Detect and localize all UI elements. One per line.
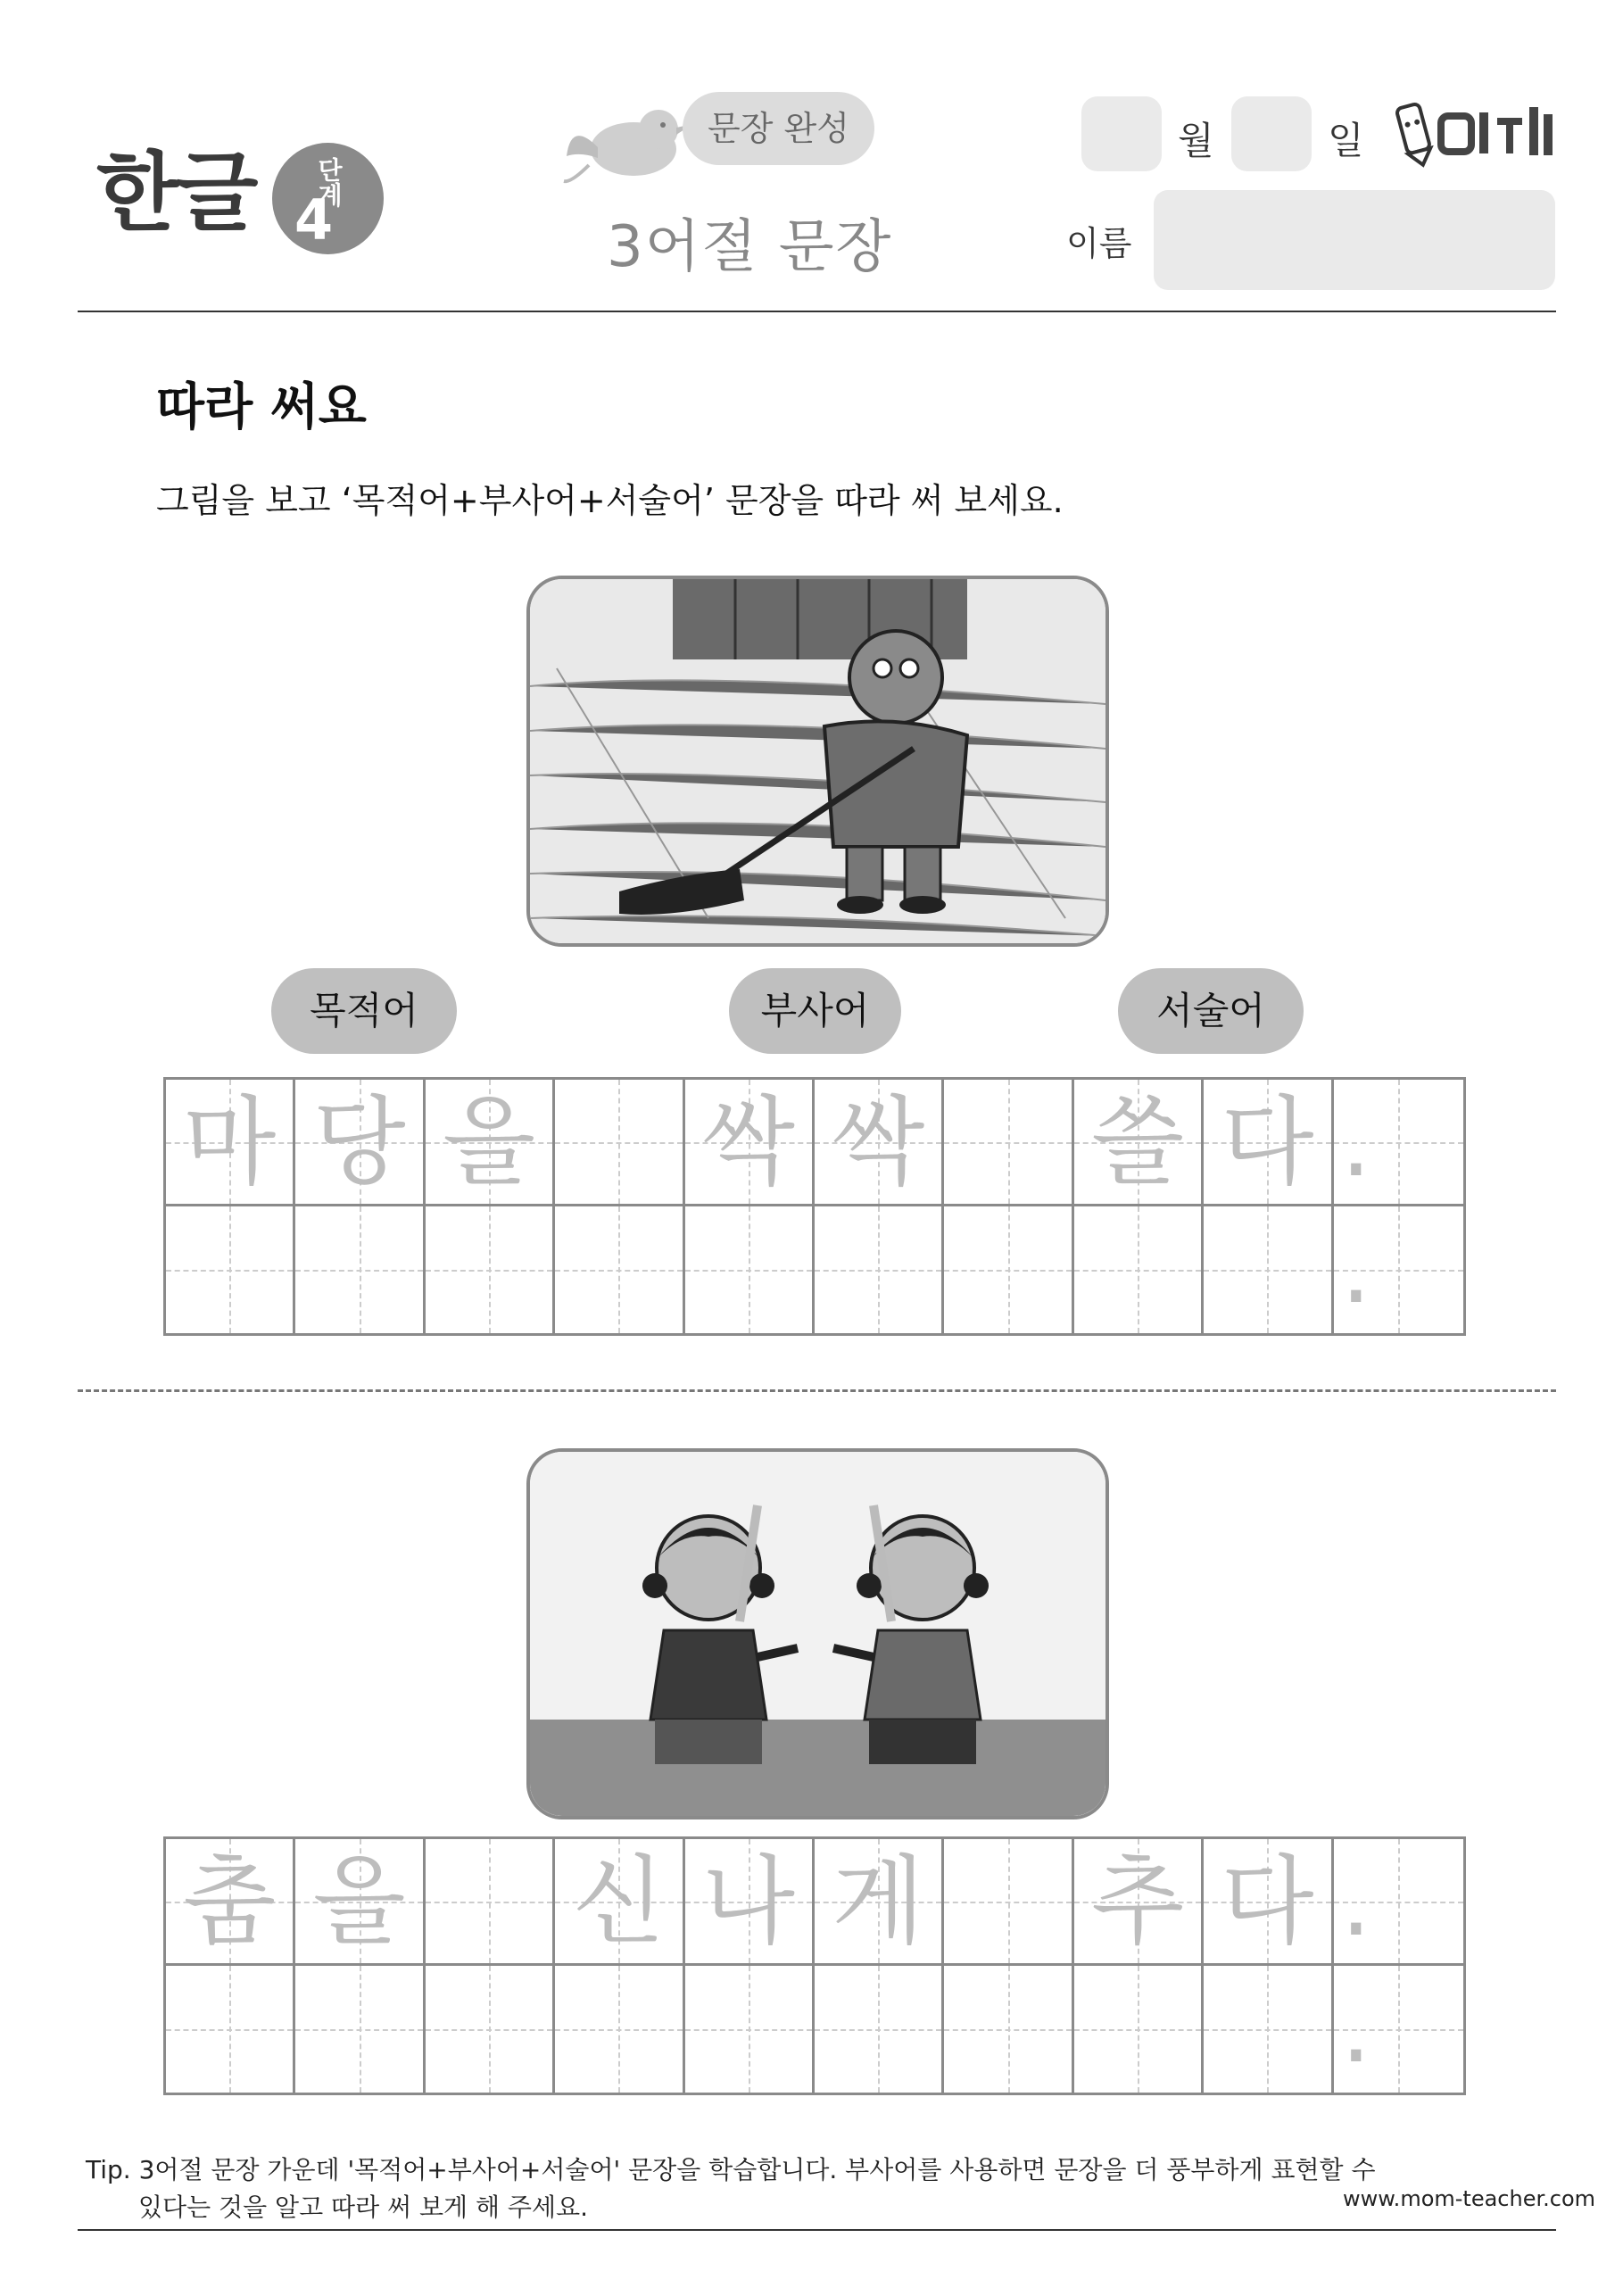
trace-cell bbox=[295, 1080, 425, 1206]
trace-character: . bbox=[1340, 1087, 1371, 1198]
writing-grid-1 bbox=[163, 1077, 1466, 1336]
category-object-badge: 목적어 bbox=[271, 968, 457, 1054]
write-cell[interactable] bbox=[815, 1966, 944, 2093]
brand-logo-icon bbox=[1392, 96, 1561, 168]
girls-dancing-illustration bbox=[526, 1448, 1109, 1819]
trace-cell bbox=[944, 1080, 1073, 1206]
trace-cell bbox=[1204, 1080, 1333, 1206]
trace-cell bbox=[555, 1839, 684, 1966]
trace-character: 게 bbox=[832, 1846, 925, 1958]
write-cell[interactable] bbox=[815, 1206, 944, 1333]
write-cell[interactable] bbox=[1334, 1966, 1463, 2093]
write-cell[interactable] bbox=[1074, 1966, 1204, 2093]
day-field[interactable] bbox=[1231, 96, 1312, 171]
day-label: 일 bbox=[1328, 119, 1364, 162]
topic-badge: 문장 완성 bbox=[683, 92, 874, 165]
write-cell[interactable] bbox=[426, 1966, 555, 2093]
write-cell[interactable] bbox=[166, 1966, 295, 2093]
month-label: 월 bbox=[1178, 119, 1214, 162]
trace-cell bbox=[1074, 1839, 1204, 1966]
trace-cell bbox=[1204, 1839, 1333, 1966]
trace-cell bbox=[166, 1839, 295, 1966]
tip-text-line1: Tip. 3어절 문장 가운데 '목적어+부사어+서술어' 문장을 학습합니다. 부사어를 사용하면 문장을 더 풍부하게 표현할 수 bbox=[86, 2155, 1376, 2184]
write-cell[interactable] bbox=[426, 1206, 555, 1333]
write-cell[interactable] bbox=[685, 1206, 815, 1333]
write-cell[interactable] bbox=[944, 1206, 1073, 1333]
write-cell[interactable] bbox=[1334, 1206, 1463, 1333]
writing-grid-2 bbox=[163, 1836, 1466, 2095]
tip-text-line2: 있다는 것을 알고 따라 써 보게 해 주세요. bbox=[138, 2192, 588, 2222]
trace-cell bbox=[555, 1080, 684, 1206]
trace-character: 신 bbox=[572, 1846, 666, 1958]
trace-character: . bbox=[1340, 1214, 1371, 1325]
bird-icon bbox=[562, 103, 696, 187]
trace-character: 을 bbox=[442, 1087, 536, 1198]
trace-character: 다 bbox=[1221, 1846, 1314, 1958]
category-adverbial-badge: 부사어 bbox=[729, 968, 901, 1054]
section-divider bbox=[78, 1389, 1556, 1392]
instruction-text: 그림을 보고 ‘목적어+부사어+서술어’ 문장을 따라 써 보세요. bbox=[156, 481, 1064, 520]
trace-cell bbox=[815, 1839, 944, 1966]
write-cell[interactable] bbox=[555, 1966, 684, 2093]
trace-cell bbox=[166, 1080, 295, 1206]
category-predicate-badge: 서술어 bbox=[1118, 968, 1304, 1054]
trace-cell bbox=[944, 1839, 1073, 1966]
trace-character: 다 bbox=[1221, 1087, 1314, 1198]
footer-divider bbox=[78, 2229, 1556, 2231]
write-cell[interactable] bbox=[685, 1966, 815, 2093]
site-url: www.mom-teacher.com bbox=[1343, 2186, 1596, 2211]
trace-cell bbox=[1334, 1839, 1463, 1966]
trace-character: 을 bbox=[312, 1846, 406, 1958]
trace-cell bbox=[685, 1839, 815, 1966]
write-cell[interactable] bbox=[1204, 1206, 1333, 1333]
write-cell[interactable] bbox=[1204, 1966, 1333, 2093]
trace-cell bbox=[685, 1080, 815, 1206]
name-field[interactable] bbox=[1154, 190, 1555, 290]
trace-cell bbox=[815, 1080, 944, 1206]
trace-character: 나 bbox=[701, 1846, 795, 1958]
write-cell[interactable] bbox=[1074, 1206, 1204, 1333]
trace-cell bbox=[426, 1839, 555, 1966]
write-cell[interactable] bbox=[295, 1966, 425, 2093]
write-cell[interactable] bbox=[555, 1206, 684, 1333]
level-word: 단계 bbox=[314, 157, 344, 207]
month-field[interactable] bbox=[1081, 96, 1162, 171]
trace-character: 춤 bbox=[183, 1846, 277, 1958]
section-title: 따라 써요 bbox=[156, 378, 367, 436]
page-subtitle: 3어절 문장 bbox=[607, 214, 893, 280]
header-divider bbox=[78, 311, 1556, 312]
logo-title: 한글 bbox=[96, 143, 255, 243]
write-cell[interactable] bbox=[295, 1206, 425, 1333]
trace-character: 당 bbox=[312, 1087, 406, 1198]
trace-cell bbox=[295, 1839, 425, 1966]
trace-cell bbox=[426, 1080, 555, 1206]
trace-character: 마 bbox=[183, 1087, 277, 1198]
trace-character: 추 bbox=[1090, 1846, 1185, 1958]
trace-character: . bbox=[1340, 1973, 1371, 2085]
trace-cell bbox=[1074, 1080, 1204, 1206]
name-label: 이름 bbox=[1066, 224, 1132, 263]
trace-cell bbox=[1334, 1080, 1463, 1206]
trace-character: 쓸 bbox=[1090, 1087, 1185, 1198]
trace-character: . bbox=[1340, 1846, 1371, 1958]
trace-character: 싹 bbox=[701, 1087, 795, 1198]
level-number: 4 bbox=[294, 187, 334, 253]
trace-character: 싹 bbox=[832, 1087, 925, 1198]
write-cell[interactable] bbox=[944, 1966, 1073, 2093]
man-sweeping-illustration bbox=[526, 576, 1109, 947]
write-cell[interactable] bbox=[166, 1206, 295, 1333]
